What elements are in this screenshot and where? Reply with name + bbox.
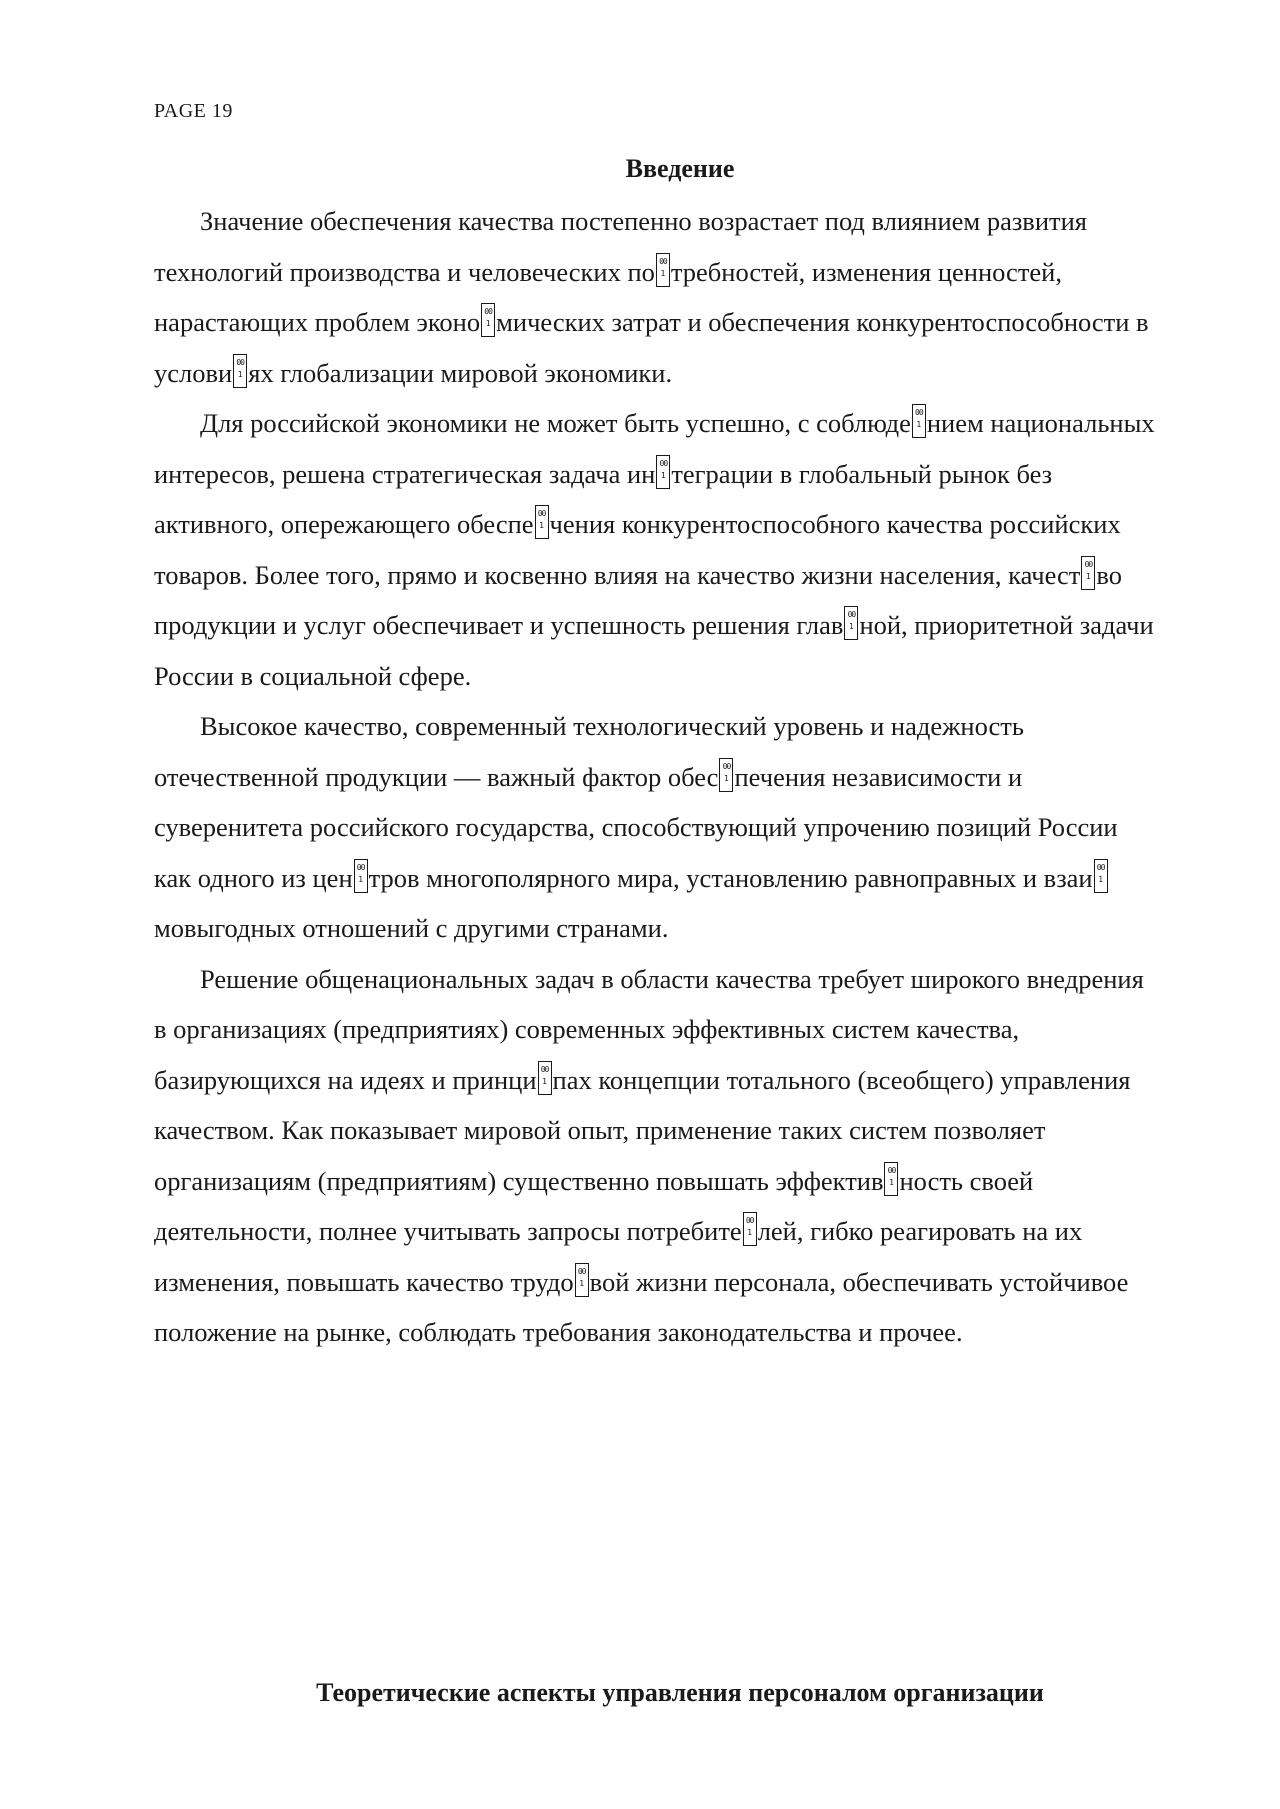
missing-glyph-icon [535, 505, 549, 539]
paragraph-text: ной, приоритетной задачи России в социальной сфере. [154, 610, 1154, 691]
paragraph-4 [154, 954, 1159, 1358]
missing-glyph-icon [233, 354, 247, 388]
section-heading: Теоретические аспекты управления персоналом организации [316, 1678, 1044, 1707]
missing-glyph-icon [656, 253, 670, 287]
paragraph-text: чения конкурентоспособного качества российских товаров. Более того, прямо и косвенно влияя на качество жизни населения, качест [154, 509, 1121, 590]
paragraph-text: мических затрат и обеспечения конкурентоспособности в услови [154, 307, 1149, 388]
paragraph-3 [154, 701, 1159, 954]
paragraph-text: пах концепции тотального (всеобщего) управления качеством. Как показывает мировой опыт, применение таких систем позволяет организациям (предприятиям) существенно повышать эффектив [154, 1064, 1131, 1196]
paragraph-text: лей, гибко реагировать на их изменения, повышать качество трудо [154, 1216, 1083, 1297]
paragraph-text: нием национальных интересов, решена стратегическая задача ин [154, 408, 1155, 489]
paragraph-text: Решение общенациональных задач в области качества требует широкого внедрения в организациях (предприятиях) современных эффективных систем качества, базирующихся на идеях и принци [154, 963, 1144, 1095]
paragraph-text: ях глобализации мировой экономики. [248, 357, 673, 388]
missing-glyph-icon [538, 1061, 552, 1095]
missing-glyph-icon [1081, 556, 1095, 590]
missing-glyph-icon [656, 455, 670, 489]
paragraph-1 [154, 196, 1159, 398]
paragraph-text: ность своей деятельности, полнее учитывать запросы потребите [154, 1165, 1034, 1246]
paragraph-2 [154, 398, 1159, 701]
page-number-label: PAGE 19 [154, 100, 233, 122]
paragraph-text: Высокое качество, современный технологический уровень и надежность отечественной продукции — важный фактор обес [154, 711, 1024, 792]
missing-glyph-icon [354, 859, 368, 893]
missing-glyph-icon [743, 1212, 757, 1246]
missing-glyph-icon [884, 1162, 898, 1196]
paragraph-text: требностей, изменения ценностей, нарастающих проблем эконо [154, 256, 1062, 337]
body-text [154, 196, 1159, 1358]
intro-heading: Введение [625, 154, 735, 183]
paragraph-text: тров многополярного мира, установлению равноправных и взаи [368, 862, 1093, 893]
missing-glyph-icon [575, 1263, 589, 1297]
missing-glyph-icon [844, 606, 858, 640]
paragraph-text: мовыгодных отношений с другими странами. [154, 913, 669, 943]
missing-glyph-icon [719, 758, 733, 792]
paragraph-text: теграции в глобальный рынок без активного, опережающего обеспе [154, 458, 1053, 539]
paragraph-text: Значение обеспечения качества постепенно возрастает под влиянием развития технологий производства и человеческих по [154, 206, 1087, 287]
paragraph-text: Для российской экономики не может быть успешно, с соблюде [200, 408, 911, 438]
paragraph-text: печения независимости и суверенитета российского государства, способствующий упрочению позиций России как одного из цен [154, 761, 1118, 893]
missing-glyph-icon [481, 303, 495, 337]
paragraph-text: вой жизни персонала, обеспечивать устойчивое положение на рынке, соблюдать требования законодательства и прочее. [154, 1266, 1129, 1347]
missing-glyph-icon [1094, 859, 1108, 893]
paragraph-text: во продукции и услуг обеспечивает и успешность решения глав [154, 559, 1122, 640]
missing-glyph-icon [912, 404, 926, 438]
